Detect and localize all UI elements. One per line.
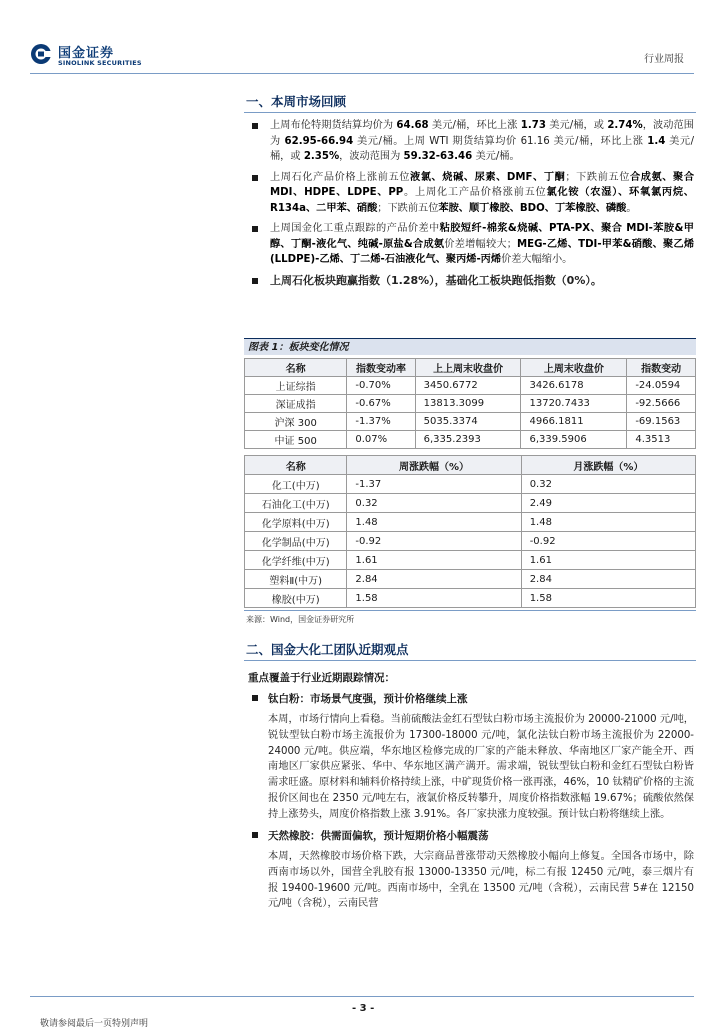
table-cell: -0.92 <box>521 532 695 551</box>
table-cell: 1.61 <box>347 551 521 570</box>
table-row <box>245 589 696 608</box>
table-row <box>245 431 696 449</box>
sinolink-logo-icon <box>30 43 52 65</box>
table-cell: 1.48 <box>347 513 521 532</box>
index-header-cell: 指数变动 <box>627 359 696 377</box>
table-cell: 石油化工(中万) <box>245 494 347 513</box>
table-row <box>245 475 696 494</box>
page-number: - 3 - <box>352 1003 375 1014</box>
table-row <box>245 570 696 589</box>
table-cell: 6,339.5906 <box>521 431 627 449</box>
table-cell: 1.58 <box>347 589 521 608</box>
bullet-sector-performance: 上周石化板块跑赢指数（1.28%），基础化工板块跑低指数（0%）。 <box>248 273 694 289</box>
bullet-oil-price: 上周布伦特期货结算均价为 64.68 美元/桶，环比上涨 1.73 美元/桶，或 2.74%，波动范围为 62.95-66.94 美元/桶。上周 WTI 期货结算均价 61.16 美元/桶，环比上涨 1.4 美元/桶，或 2.35%，波动范围为 59.32-63.46 美元/桶。 <box>248 118 694 165</box>
section1-title: 一、本周市场回顾 <box>246 94 347 109</box>
sector-table-header <box>245 456 696 475</box>
table-cell: 深证成指 <box>245 395 347 413</box>
table-cell: 橡胶(中万) <box>245 589 347 608</box>
table-caption: 图表 1：板块变化情况 <box>244 338 696 355</box>
table-cell: 6,335.2393 <box>415 431 521 449</box>
sector-header-cell: 月涨跌幅（%） <box>521 456 695 475</box>
header-divider <box>30 73 694 74</box>
logo-en-text: SINOLINK SECURITIES <box>58 59 142 67</box>
topic-titanium-dioxide: 钛白粉：市场景气度强，预计价格继续上涨 <box>248 691 468 706</box>
table-cell: 5035.3374 <box>415 413 521 431</box>
sector-header-cell: 周涨跌幅（%） <box>347 456 521 475</box>
section1-divider <box>244 112 696 113</box>
table-cell: 塑料Ⅱ(中万) <box>245 570 347 589</box>
table-cell: 13813.3099 <box>415 395 521 413</box>
sector-header-cell: 名称 <box>245 456 347 475</box>
market-review-bullets <box>248 118 694 293</box>
table-cell: -92.5666 <box>627 395 696 413</box>
section2-title: 二、国金大化工团队近期观点 <box>246 642 409 657</box>
table-cell: -0.67% <box>347 395 415 413</box>
topic-natural-rubber: 天然橡胶：供需面偏软，预计短期价格小幅震荡 <box>248 828 489 843</box>
table-cell: 化学制品(中万) <box>245 532 347 551</box>
table-cell: 4966.1811 <box>521 413 627 431</box>
table-cell: -69.1563 <box>627 413 696 431</box>
table-cell: 13720.7433 <box>521 395 627 413</box>
index-table <box>244 358 696 449</box>
footer-divider <box>30 996 694 997</box>
table-cell: 上证综指 <box>245 377 347 395</box>
table-row <box>245 494 696 513</box>
table-cell: -24.0594 <box>627 377 696 395</box>
logo-cn-text: 国金证券 <box>58 46 115 61</box>
table-row <box>245 532 696 551</box>
table-cell: 化工(中万) <box>245 475 347 494</box>
table-cell: 3426.6178 <box>521 377 627 395</box>
table-row <box>245 413 696 431</box>
table-cell: 2.49 <box>521 494 695 513</box>
index-header-cell: 上上周末收盘价 <box>415 359 521 377</box>
footer-disclaimer: 敬请参阅最后一页特别声明 <box>40 1019 149 1029</box>
table-cell: 0.32 <box>347 494 521 513</box>
natural-rubber-paragraph: 本周，天然橡胶市场价格下跌，大宗商品普涨带动天然橡胶小幅向上修复。全国各市场中，除西南市场以外，国营全乳胶有报 13000-13350 元/吨，标二有报 12450 元/吨，泰三烟片有报 19400-19600 元/吨。西南市场中，全乳在 13500 元/吨（含税），云南民营 5#在 12150 元/吨（含税），云南民营 <box>268 851 694 910</box>
bullet-petrochem-products: 上周石化产品价格上涨前五位液氯、烧碱、尿素、DMF、丁酮；下跌前五位合成氨、聚合 MDI、HDPE、LDPE、PP。上周化工产品价格涨前五位氯化铵（农湿）、环氧氯丙烷、R134a、二甲苯、硝酸；下跌前五位苯胺、顺丁橡胶、BDO、丁苯橡胶、磷酸。 <box>248 170 694 217</box>
table-row <box>245 377 696 395</box>
section2-divider <box>244 660 696 661</box>
table-cell: 1.61 <box>521 551 695 570</box>
table-cell: -1.37 <box>347 475 521 494</box>
table-row <box>245 551 696 570</box>
table-cell: 1.58 <box>521 589 695 608</box>
coverage-subhead: 重点覆盖于行业近期跟踪情况： <box>248 672 395 684</box>
table-row <box>245 395 696 413</box>
table-cell: 1.48 <box>521 513 695 532</box>
table-cell: 沪深 300 <box>245 413 347 431</box>
table-row <box>245 513 696 532</box>
table-cell: 2.84 <box>347 570 521 589</box>
table-cell: 3450.6772 <box>415 377 521 395</box>
table-cell: -1.37% <box>347 413 415 431</box>
source-divider <box>244 610 696 611</box>
bullet-price-spreads: 上周国金化工重点跟踪的产品价差中粘胶短纤-棉浆&烧碱、PTA-PX、聚合 MDI-苯胺&甲醇、丁酮-液化气、纯碱-原盐&合成氨价差增幅较大；MEG-乙烯、TDI-甲苯&硝酸、聚乙烯(LLDPE)-乙烯、丁二烯-石油液化气、聚丙烯-丙烯价差大幅缩小。 <box>248 221 694 268</box>
table-cell: 4.3513 <box>627 431 696 449</box>
table-cell: 0.07% <box>347 431 415 449</box>
table-cell: -0.70% <box>347 377 415 395</box>
index-header-cell: 指数变动率 <box>347 359 415 377</box>
index-header-cell: 名称 <box>245 359 347 377</box>
table-cell: 2.84 <box>521 570 695 589</box>
index-table-header <box>245 359 696 377</box>
table-cell: 0.32 <box>521 475 695 494</box>
table-cell: 中证 500 <box>245 431 347 449</box>
table-source: 来源：Wind，国金证券研究所 <box>246 615 355 624</box>
index-header-cell: 上周末收盘价 <box>521 359 627 377</box>
sector-table <box>244 455 696 608</box>
table-cell: 化学纤维(中万) <box>245 551 347 570</box>
titanium-dioxide-paragraph: 本周，市场行情向上看稳。当前硫酸法金红石型钛白粉市场主流报价为 20000-21000 元/吨，锐钛型钛白粉市场主流报价为 17300-18000 元/吨，氯化法钛白粉市场主流报价为 22000-24000 元/吨。供应端，华东地区检修完成的厂家的产能未释放、华南地区厂家产能全开、西南地区厂家供应紧张、华中、华东地区满产满开。需求端，锐钛型钛白粉和金红石型钛白粉皆需求旺盛。原材料和辅料价格持续上涨，中矿现货价格一涨再涨，46%，10 钛精矿价格的主流报价区间也在 2350 元/吨左右，液氯价格反转攀升，周度价格指数涨幅 19.67%；硫酸依然保持上涨势头，周度价格指数上涨 3.91%。各厂家抉涨力度较强。预计钛白粉将继续上涨。 <box>268 714 694 820</box>
table-cell: -0.92 <box>347 532 521 551</box>
report-type: 行业周报 <box>644 54 684 65</box>
table-cell: 化学原料(中万) <box>245 513 347 532</box>
